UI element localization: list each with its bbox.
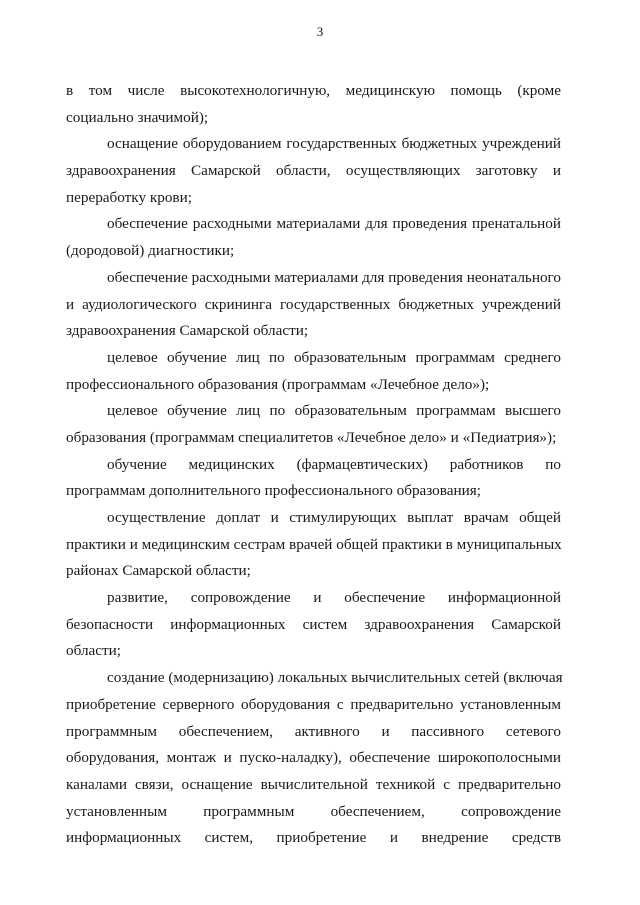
- text-line: районах Самарской области;: [66, 562, 251, 580]
- text-line: программам дополнительного профессионального образования;: [66, 482, 481, 500]
- text-line: создание (модернизацию) локальных вычислительных сетей (включая: [107, 669, 563, 687]
- text-line: социально значимой);: [66, 108, 209, 126]
- text-line: обеспечение расходными материалами для проведения неонатального: [107, 268, 561, 286]
- text-line: практики и медицинским сестрам врачей общей практики в муниципальных: [66, 535, 562, 553]
- text-line: информационных систем, приобретение и внедрение средств: [66, 829, 561, 847]
- text-line: программным обеспечением, активного и пассивного сетевого: [66, 722, 561, 740]
- text-line: обеспечение расходными материалами для проведения пренатальной: [107, 215, 561, 233]
- text-line: целевое обучение лиц по образовательным программам среднего: [107, 348, 561, 366]
- text-line: каналами связи, оснащение вычислительной техникой с предварительно: [66, 775, 561, 793]
- text-line: в том числе высокотехнологичную, медицинскую помощь (кроме: [66, 82, 561, 99]
- text-line: переработку крови;: [66, 188, 192, 206]
- text-line: осуществление доплат и стимулирующих выплат врачам общей: [107, 509, 561, 526]
- text-line: целевое обучение лиц по образовательным программам высшего: [107, 402, 561, 420]
- text-line: образования (программам специалитетов «Лечебное дело» и «Педиатрия»);: [66, 428, 557, 446]
- text-line: развитие, сопровождение и обеспечение информационной: [107, 589, 561, 607]
- text-line: обучение медицинских (фармацевтических) работников по: [107, 455, 561, 473]
- text-line: установленным программным обеспечением, сопровождение: [66, 802, 561, 820]
- text-line: области;: [66, 642, 121, 660]
- text-line: (дородовой) диагностики;: [66, 242, 235, 260]
- text-line: приобретение серверного оборудования с предварительно установленным: [66, 695, 561, 713]
- text-line: оснащение оборудованием государственных бюджетных учреждений: [107, 135, 561, 153]
- text-line: безопасности информационных систем здравоохранения Самарской: [66, 615, 561, 633]
- page-number: 3: [316, 24, 324, 39]
- text-line: оборудования, монтаж и пуско-наладку), обеспечение широкополосными: [66, 749, 561, 767]
- body-text: [66, 78, 561, 852]
- text-line: и аудиологического скрининга государственных бюджетных учреждений: [66, 295, 561, 313]
- text-line: здравоохранения Самарской области, осуществляющих заготовку и: [66, 162, 561, 180]
- text-line: профессионального образования (программам «Лечебное дело»);: [66, 375, 490, 393]
- text-line: здравоохранения Самарской области;: [66, 322, 309, 340]
